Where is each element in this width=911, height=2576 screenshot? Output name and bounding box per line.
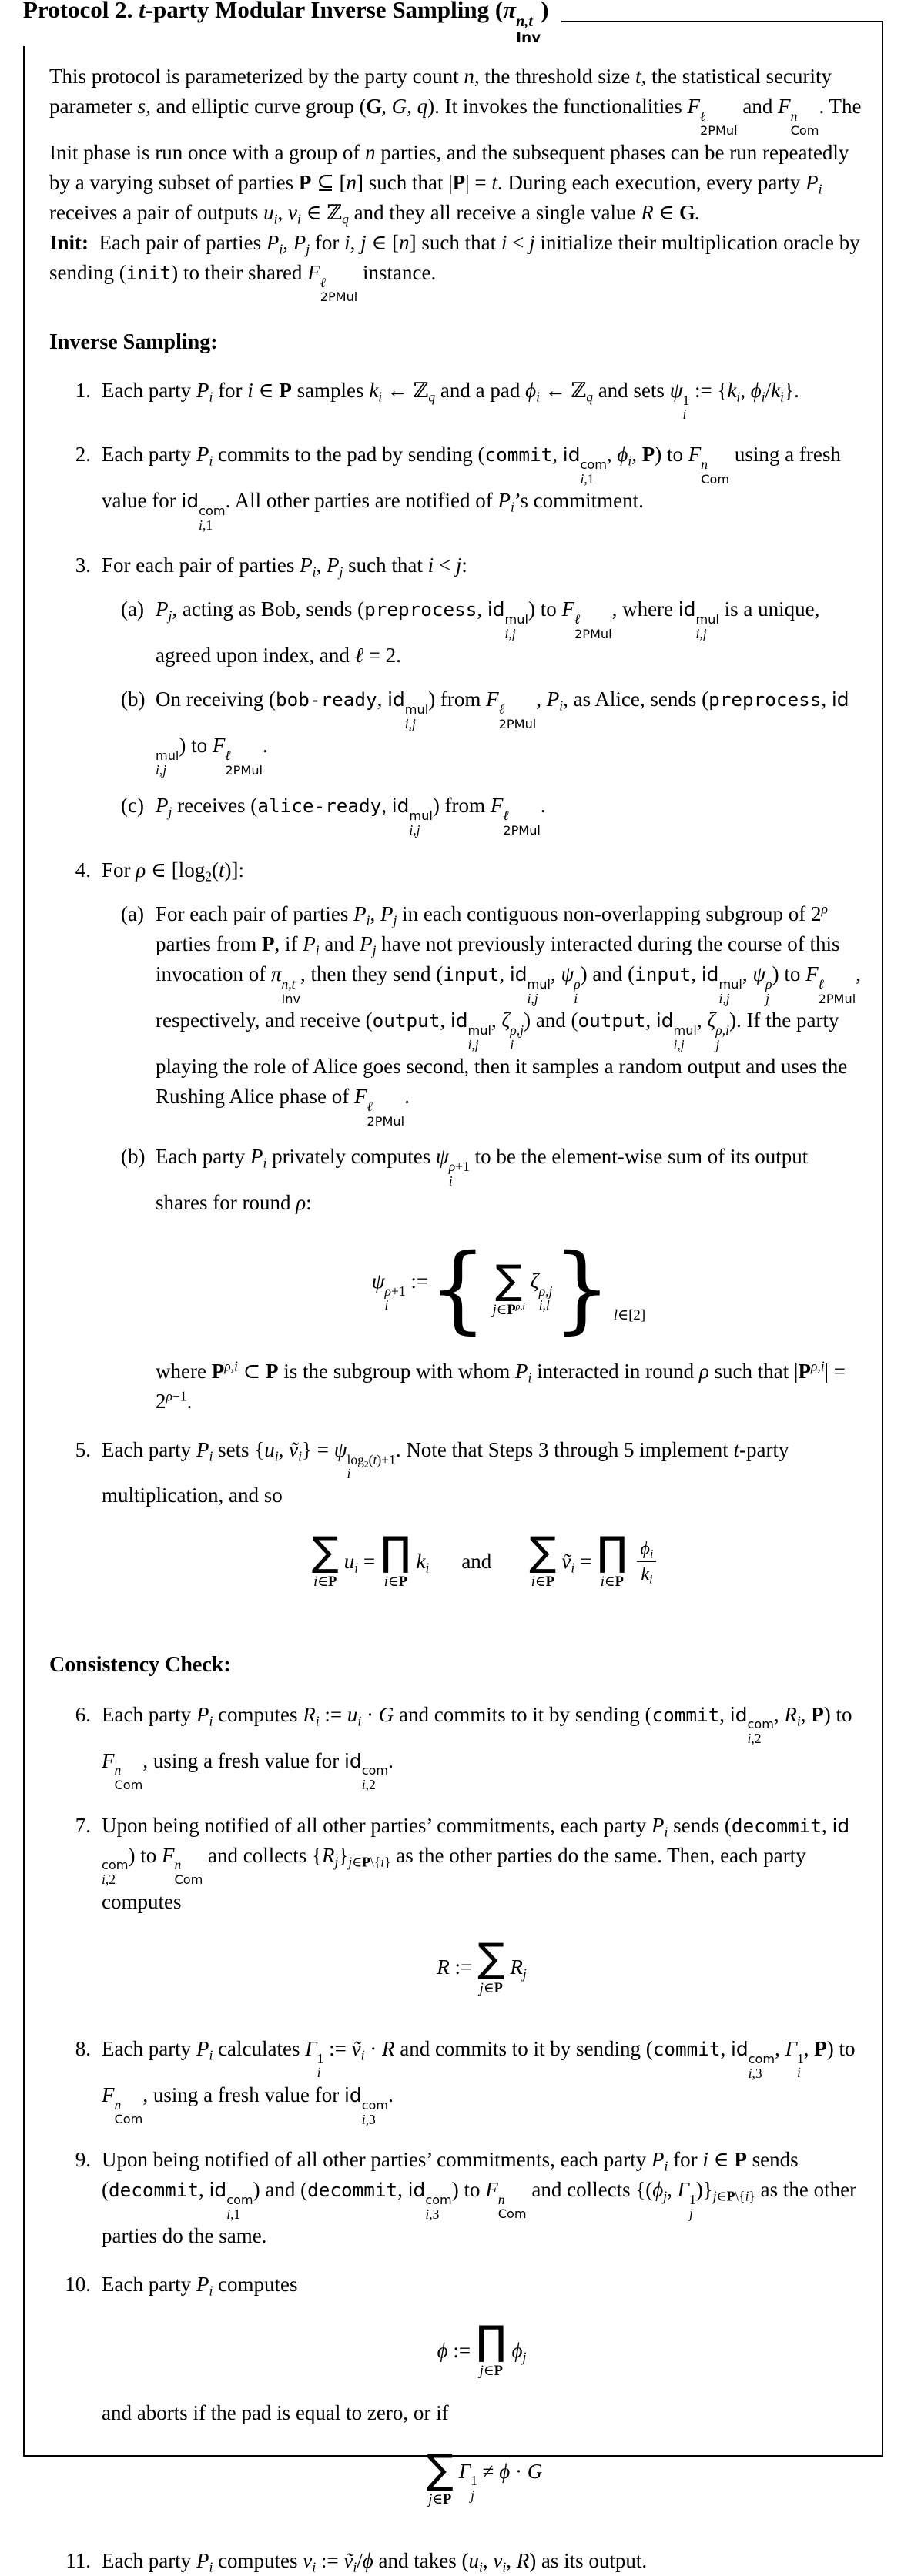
item-content xyxy=(102,440,862,532)
paragraph: and aborts if the pad is equal to zero, or if xyxy=(102,2401,449,2425)
item-content xyxy=(102,2145,862,2251)
supsub: mul i,j xyxy=(404,702,429,732)
display-equation xyxy=(156,1234,862,1344)
list-item xyxy=(121,1142,862,1416)
list-item xyxy=(49,376,862,421)
item-content xyxy=(156,684,862,777)
title-rule xyxy=(561,21,883,22)
item-content xyxy=(102,2546,862,2576)
item-content xyxy=(156,1142,862,1416)
paragraph: For each pair of parties Pi, Pj in each contiguous non-overlapping subgroup of $2^\rho$ parties from P, if Pi and Pj have not previously interacted during the course of this invocation of π n,t Inv , then they send (input, id mul i,j , ψ ρ i ) and (input, id mul i,j , ψ ρ j ) to F ℓ 2PMul , respectively, and receive (output, id mul i,j , ζ ρ,j i ) and (output, id mul i,j , ζ ρ,i j ). If the party playing the role of Alice goes second, then it samples a random output and uses the Rushing Alice phase of F ℓ 2PMul . xyxy=(156,901,861,1129)
steps-list-inverse-sampling xyxy=(49,376,862,1610)
supsub: com i,2 xyxy=(747,1717,774,1747)
supsub: ℓ 2PMul xyxy=(367,1099,405,1129)
item-content xyxy=(156,899,862,1128)
protocol-title-row xyxy=(23,0,883,47)
supsub: n Com xyxy=(174,1857,203,1887)
list-item xyxy=(49,2145,862,2251)
big-operator: ∑ $j\in P^{\rho,i}$ xyxy=(492,1256,525,1318)
big-operator: ∏ j∈P xyxy=(476,2317,507,2379)
supsub: 1 i xyxy=(317,2050,324,2081)
supsub: n Com xyxy=(497,2191,527,2222)
supsub: ℓ 2PMul xyxy=(320,274,358,305)
init-paragraph: Init: Each pair of parties Pi, Pj for i, j ∈ [n] such that i < j initialize their multiplication oracle by sending (init) to their shared F ℓ 2PMul instance. xyxy=(49,231,860,305)
section-heading-consistency-check: Consistency Check: xyxy=(49,1652,231,1677)
list-item xyxy=(121,594,862,671)
item-label: 3. xyxy=(75,554,91,577)
display-equation xyxy=(102,1935,862,1997)
list-item xyxy=(49,1435,862,1610)
list-item xyxy=(49,855,862,1416)
section-heading-inverse-sampling: Inverse Sampling: xyxy=(49,330,218,354)
item-label: (b) xyxy=(121,1145,146,1169)
protocol-box xyxy=(23,22,883,2574)
supsub: n Com xyxy=(701,457,730,487)
supsub: mul i,j xyxy=(673,1023,697,1053)
supsub: com i,1 xyxy=(199,503,226,534)
item-label: 6. xyxy=(75,1702,91,1726)
item-label: 2. xyxy=(75,443,91,467)
item-content xyxy=(102,2034,862,2126)
paragraph: Pj receives (alice-ready, id mul i,j ) from F ℓ 2PMul . xyxy=(156,794,546,838)
supsub: com i,1 xyxy=(580,457,607,487)
supsub: ℓ 2PMul xyxy=(700,108,738,139)
paragraph: Each party Pi calculates Γ 1 i := ṽi · R and commits to it by sending (commit, id com i,3 , Γ 1 i , P) to F n Com , using a fresh value for id com i,3 . xyxy=(102,2036,856,2127)
supsub: 1 i xyxy=(796,2050,804,2081)
supsub: ρ,j i xyxy=(510,1022,524,1052)
paragraph: Upon being notified of all other parties’ commitments, each party Pi for i ∈ P sends (decommit, id com i,1 ) and (decommit, id com i,3 ) to F n Com and collects {(ϕj, Γ 1 j )}j∈P\{i} as the other parties do the same. xyxy=(102,2147,857,2247)
equation-row: ψ ρ+1 i := { ∑ $j\in P^{\rho,i}$ ζ ρ,j i,l } l∈[2] xyxy=(371,1234,646,1344)
sub-steps-list xyxy=(102,594,862,837)
paragraph: Each party Pi computes vi := ṽi/ϕ and takes (ui, vi, R) as its output. xyxy=(102,2548,648,2574)
fraction: $\frac{\phi i}{ki}$ xyxy=(637,1537,658,1586)
item-content xyxy=(102,550,862,837)
list-item xyxy=(49,1811,862,2016)
paragraph: Each party Pi privately computes ψ ρ+1 i to be the element-wise sum of its output shares for round ρ: xyxy=(156,1145,809,1214)
big-operator: ∑ i∈P xyxy=(311,1529,339,1591)
supsub: n,t Inv xyxy=(281,976,301,1006)
paragraph: Each party Pi computes Ri := ui · G and commits to it by sending (commit, id com i,2 , Ri, P) to F n Com , using a fresh value for id com i,2 . xyxy=(102,1702,852,1793)
item-content xyxy=(102,376,862,421)
item-label: 10. xyxy=(65,2272,91,2296)
supsub: 1 j xyxy=(689,2191,696,2222)
supsub: log2(t)+1 i xyxy=(347,1451,396,1482)
supsub: mul i,j xyxy=(695,612,719,642)
display-equation xyxy=(102,2317,862,2380)
paragraph: Each party Pi computes xyxy=(102,2272,298,2299)
list-item xyxy=(49,440,862,532)
supsub: ℓ 2PMul xyxy=(818,976,856,1006)
item-content xyxy=(156,791,862,837)
paragraph: Each party Pi commits to the pad by sending (commit, id com i,1 , ϕi, P) to F n Com using a fresh value for id com i,1 . All other parties are notified of Pi’s commitment. xyxy=(102,443,841,534)
steps-list-consistency-check xyxy=(49,1700,862,2576)
paragraph: For ρ ∈ [log2(t)]: xyxy=(102,858,244,885)
item-label: 1. xyxy=(75,379,91,402)
item-label: (a) xyxy=(121,902,144,926)
supsub: ρ i xyxy=(574,976,581,1006)
list-item xyxy=(121,791,862,837)
item-label: 5. xyxy=(75,1437,91,1461)
list-item xyxy=(49,2546,862,2576)
paragraph: On receiving (bob-ready, id mul i,j ) from F ℓ 2PMul , Pi, as Alice, sends (preprocess, id mul i,j ) to F ℓ 2PMul . xyxy=(156,687,849,778)
supsub: n,t Inv xyxy=(516,12,541,47)
item-label: (b) xyxy=(121,687,146,711)
paragraph: where $P^{\rho,i}$ ⊂ P is the subgroup with whom Pi interacted in round ρ such that $|P^{\rho,i}| = 2^{\rho-1}$. xyxy=(156,1358,846,1413)
paragraph: Each party Pi sets {ui, ṽi} = ψ log2(t)+1 i . Note that Steps 3 through 5 implement t-party multiplication, and so xyxy=(102,1437,789,1507)
supsub: ℓ 2PMul xyxy=(503,808,541,838)
supsub: mul i,j xyxy=(527,977,551,1007)
supsub: ℓ 2PMul xyxy=(225,748,263,778)
item-content xyxy=(102,2270,862,2527)
big-operator: ∑ j∈P xyxy=(426,2447,454,2508)
paragraph: Pj, acting as Bob, sends (preprocess, id mul i,j ) to F ℓ 2PMul , where id mul i,j is a unique, agreed upon index, and ℓ = 2. xyxy=(156,597,820,667)
supsub: ρ+1 i xyxy=(384,1283,406,1313)
protocol-title: Protocol 2. t-party Modular Inverse Sampling (π n,t Inv ) xyxy=(23,0,555,46)
supsub: n Com xyxy=(114,1762,143,1792)
supsub: mul i,j xyxy=(504,612,528,642)
supsub: ρ+1 i xyxy=(448,1159,470,1189)
supsub: n Com xyxy=(790,108,819,139)
supsub: com i,3 xyxy=(748,2051,775,2081)
supsub: mul i,j xyxy=(718,977,742,1007)
supsub: ℓ 2PMul xyxy=(574,611,612,641)
supsub: ℓ 2PMul xyxy=(498,701,537,731)
item-label: 7. xyxy=(75,1813,91,1837)
supsub: mul i,j xyxy=(467,1023,491,1053)
supsub: 1 j xyxy=(471,2473,477,2503)
item-content xyxy=(102,1700,862,1792)
paragraph: Each party Pi for i ∈ P samples ki ← ℤq and a pad ϕi ← ℤq and sets ψ 1 i := {ki, ϕi/ki}. xyxy=(102,379,799,423)
supsub: com i,1 xyxy=(226,2192,253,2222)
item-content xyxy=(156,594,862,671)
supsub: ρ,i j xyxy=(715,1022,730,1052)
display-equation xyxy=(102,2447,862,2508)
equation-row: ∑ i∈P ui = ∏ i∈P ki and ∑ i∈P ṽi = ∏ i∈P $\frac{\phi i}{ki}$ xyxy=(306,1532,658,1591)
supsub: com i,3 xyxy=(361,2097,389,2127)
equation-row: ∑ j∈P Γ 1 j ≠ ϕ · G xyxy=(426,2447,543,2508)
big-operator: ∏ i∈P xyxy=(597,1529,628,1591)
item-label: 9. xyxy=(75,2147,91,2171)
supsub: com i,3 xyxy=(425,2192,452,2222)
item-label: (c) xyxy=(121,794,144,818)
item-content xyxy=(102,855,862,1416)
item-label: 8. xyxy=(75,2036,91,2060)
paragraph: Upon being notified of all other parties’ commitments, each party Pi sends (decommit, id com i,2 ) to F n Com and collects {Rj}j∈P\{i} as the other parties do the same. Then, each party computes xyxy=(102,1813,850,1913)
list-item xyxy=(49,550,862,837)
supsub: 1 i xyxy=(682,392,690,423)
list-item xyxy=(121,684,862,777)
equation-row: R := ∑ j∈P Rj xyxy=(437,1935,527,1996)
supsub: mul i,j xyxy=(409,808,433,838)
supsub: ρ,j i,l xyxy=(538,1283,553,1313)
list-item xyxy=(49,1700,862,1792)
item-content xyxy=(102,1435,862,1610)
item-label: 4. xyxy=(75,858,91,882)
item-label: 11. xyxy=(65,2548,91,2572)
list-item xyxy=(49,2034,862,2126)
big-operator: ∏ i∈P xyxy=(380,1529,411,1591)
supsub: com i,2 xyxy=(361,1763,389,1793)
paragraph: For each pair of parties Pi, Pj such that i < j: xyxy=(102,554,467,580)
supsub: mul i,j xyxy=(156,748,179,778)
big-operator: ∑ j∈P xyxy=(477,1935,505,1996)
supsub: com i,2 xyxy=(102,1858,129,1888)
list-item xyxy=(121,899,862,1128)
sub-steps-list xyxy=(102,899,862,1416)
list-item xyxy=(49,2270,862,2527)
supsub: n Com xyxy=(114,2096,143,2127)
display-equation xyxy=(102,1529,862,1591)
item-label: (a) xyxy=(121,597,144,621)
equation-row: ϕ := ∏ j∈P ϕj xyxy=(437,2317,527,2379)
item-content xyxy=(102,1811,862,2016)
big-operator: ∑ i∈P xyxy=(529,1529,557,1591)
intro-paragraph: This protocol is parameterized by the party count n, the threshold size t, the statistical security parameter s, and elliptic curve group (G, G, q). It invokes the functionalities F ℓ 2PMul and F n Com . The Init phase is run once with a group of n parties, and the subsequent phases can be run repeatedly by a varying subset of parties P ⊆ [n] such that |P| = t. During each execution, every party Pi receives a pair of outputs ui, vi ∈ ℤq and they all receive a single value R ∈ G. xyxy=(49,65,862,227)
brace: } xyxy=(552,1234,611,1344)
supsub: ρ j xyxy=(765,976,772,1006)
brace: { xyxy=(428,1234,487,1344)
